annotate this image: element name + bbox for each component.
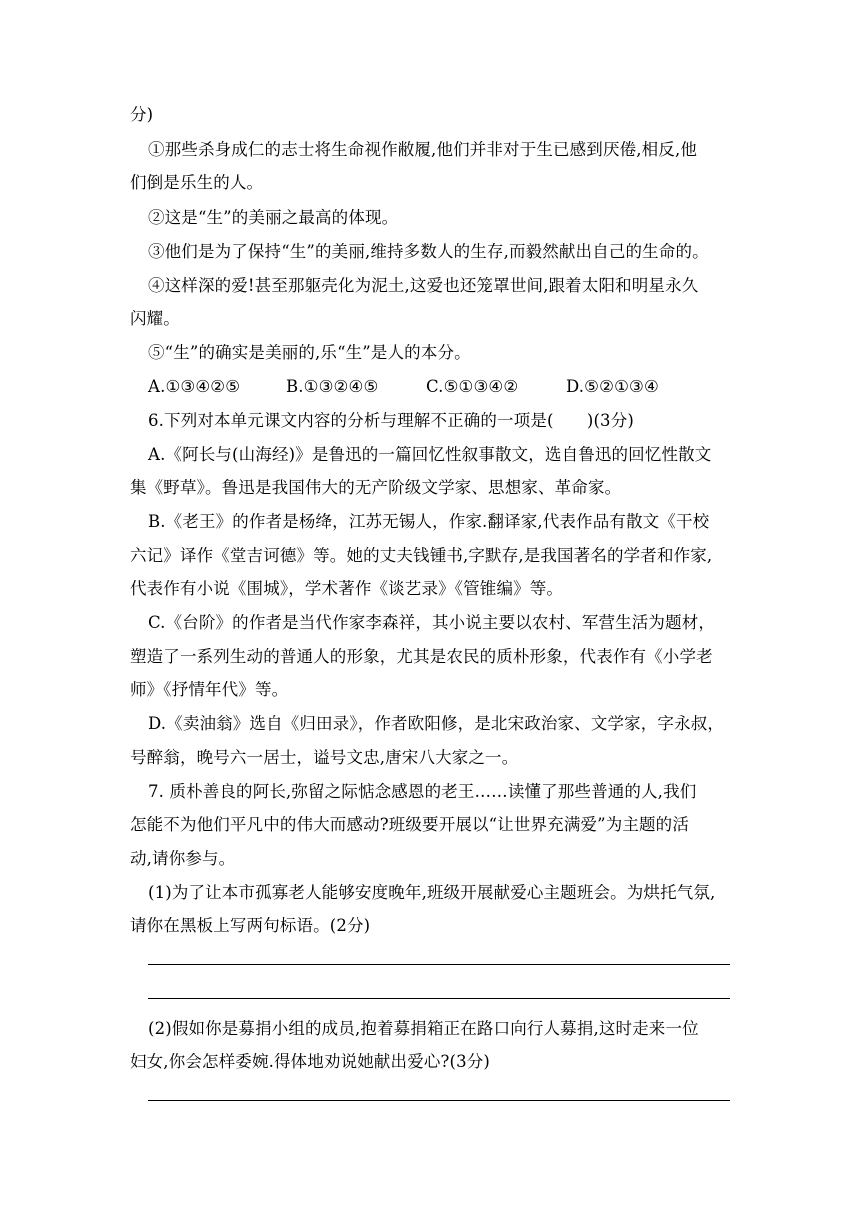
sentence-4-cont: 闪耀。	[130, 309, 180, 328]
option-a: A.①③④②⑤	[148, 377, 241, 396]
question-7-stem: 7. 质朴善良的阿长,弥留之际惦念感恩的老王……读懂了那些普通的人,我们	[148, 782, 697, 801]
question-6-stem: 6.下列对本单元课文内容的分析与理解不正确的一项是( )(3分)	[148, 411, 634, 430]
q6-option-c-cont-2: 师》《抒情年代》等。	[130, 680, 289, 699]
question-7-stem-cont-2: 动,请你参与。	[130, 849, 236, 868]
q6-option-b-cont-1: 六记》译作《堂吉诃德》等。她的丈夫钱锺书,字默存,是我国著名的学者和作家,	[130, 546, 713, 565]
subquestion-1: (1)为了让本市孤寡老人能够安度晚年,班级开展献爱心主题班会。为烘托气氛,	[148, 883, 716, 902]
subquestion-1-cont: 请你在黑板上写两句标语。(2分)	[130, 916, 371, 935]
sentence-5: ⑤“生”的确实是美丽的,乐“生”是人的本分。	[148, 343, 471, 362]
answer-line-1[interactable]	[148, 964, 730, 965]
option-d: D.⑤②①③④	[566, 377, 659, 396]
q6-option-d: D.《卖油翁》选自《归田录》，作者欧阳修，是北宋政治家、文学家，字永叔，	[148, 714, 725, 733]
sentence-3: ③他们是为了保持“生”的美丽,维持多数人的生存,而毅然献出自己的生命的。	[148, 242, 709, 261]
q6-option-a-cont: 集《野草》。鲁迅是我国伟大的无产阶级文学家、思想家、革命家。	[130, 478, 622, 497]
answer-line-3[interactable]	[148, 1100, 730, 1101]
sentence-1-cont: 们倒是乐生的人。	[130, 173, 264, 192]
q6-option-a: A.《阿长与(山海经)》是鲁迅的一篇回忆性叙事散文，选自鲁迅的回忆性散文	[148, 445, 712, 464]
question-5-options	[148, 377, 748, 397]
subquestion-2: (2)假如你是募捐小组的成员,抱着募捐箱正在路口向行人募捐,这时走来一位	[148, 1019, 699, 1038]
q6-option-b-cont-2: 代表作有小说《围城》，学术著作《谈艺录》《管锥编》等。	[130, 579, 564, 598]
q6-option-b: B.《老王》的作者是杨绛，江苏无锡人，作家.翻译家,代表作品有散文《干校	[148, 512, 710, 531]
sentence-4: ④这样深的爱!甚至那躯壳化为泥土,这爱也还笼罩世间,跟着太阳和明星永久	[148, 276, 699, 295]
q6-option-d-cont: 号醉翁，晚号六一居士，谥号文忠,唐宋八大家之一。	[130, 748, 519, 767]
sentence-2: ②这是“生”的美丽之最高的体现。	[148, 208, 399, 227]
q6-option-c: C.《台阶》的作者是当代作家李森祥，其小说主要以农村、军营生活为题材，	[148, 613, 716, 632]
q6-option-c-cont-1: 塑造了一系列生动的普通人的形象，尤其是农民的质朴形象，代表作有《小学老	[130, 647, 713, 666]
sentence-1: ①那些杀身成仁的志士将生命视作敝履,他们并非对于生已感到厌倦,相反,他	[148, 140, 697, 159]
answer-line-2[interactable]	[148, 998, 730, 999]
question-tail-text: 分)	[130, 105, 154, 124]
option-c: C.⑤①③④②	[426, 377, 519, 396]
option-b: B.①③②④⑤	[286, 377, 379, 396]
subquestion-2-cont: 妇女,你会怎样委婉.得体地劝说她献出爱心?(3分)	[130, 1052, 490, 1071]
question-7-stem-cont-1: 怎能不为他们平凡中的伟大而感动?班级要开展以“让世界充满爱”为主题的活	[130, 815, 689, 834]
